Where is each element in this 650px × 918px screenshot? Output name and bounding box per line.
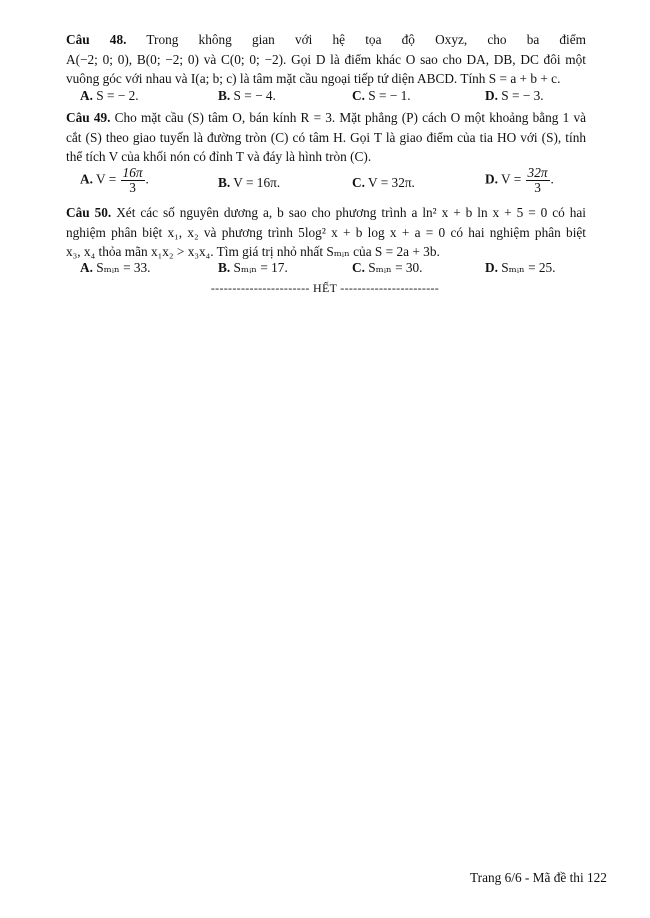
q49-option-c: C. V = 32π. [352,175,415,190]
question-48-label: Câu 48. [66,32,127,47]
fraction: $\frac{16\pi}{3}$ [122,165,143,195]
question-48-line-3: vuông góc với nhau và I(a; b; c) là tâm mặt cầu ngoại tiếp tứ diện ABCD. Tính S = a + b + c. [66,71,561,86]
q49-option-d: D. V = $\frac{32\pi}{3}$ . [485,165,554,195]
q50-option-a: A. Sₘᵢₙ = 33. [80,260,151,275]
question-50 [66,203,586,262]
question-48-line-1: Câu 48. Trong không gian với hệ tọa độ Oxyz, cho ba điểm [66,32,586,47]
q50-option-c: C. Sₘᵢₙ = 30. [352,260,423,275]
question-48-line-2: A(−2; 0; 0), B(0; −2; 0) và C(0; 0; −2). Gọi D là điểm khác O sao cho DA, DB, DC đôi một [66,51,586,67]
question-50-options [80,260,600,280]
q48-option-d: D. S = − 3. [485,88,544,103]
question-50-line-2: nghiệm phân biệt x₁, x₂ và phương trình 5log² x + b log x + a = 0 có hai nghiệm phân biệt [66,224,586,240]
question-48 [66,30,586,89]
end-marker: ----------------------- HẾT ----------------------- [210,281,440,295]
question-48-options [80,88,600,108]
question-49-line-2: cắt (S) theo giao tuyến là đường tròn (C) có tâm H. Gọi T là giao điểm của tia HO với (S), tính [66,129,586,145]
q50-option-d: D. Sₘᵢₙ = 25. [485,260,556,275]
q48-option-c: C. S = − 1. [352,88,411,103]
question-49-label: Câu 49. [66,110,111,125]
question-49 [66,108,586,167]
q49-option-a: A. V = $\frac{16\pi}{3}$ . [80,165,149,195]
q49-option-b: B. V = 16π. [218,175,281,190]
question-50-line-3: x₃, x₄ thỏa mãn x₁x₂ > x₃x₄. Tìm giá trị nhỏ nhất Sₘᵢₙ của S = 2a + 3b. [66,244,440,259]
q48-option-b: B. S = − 4. [218,88,276,103]
question-49-line-3: thể tích V của khối nón có đỉnh T và đáy là hình tròn (C). [66,149,372,164]
question-49-options [80,166,600,200]
question-50-label: Câu 50. [66,205,112,220]
question-50-line-1: Câu 50. Xét các số nguyên dương a, b sao cho phương trình a ln² x + b ln x + 5 = 0 có hai [66,205,586,220]
fraction: $\frac{32\pi}{3}$ [527,165,548,195]
q50-option-b: B. Sₘᵢₙ = 17. [218,260,288,275]
question-49-line-1: Câu 49. Cho mặt cầu (S) tâm O, bán kính R = 3. Mặt phẳng (P) cách O một khoảng bằng 1 và [66,110,587,125]
q48-option-a: A. S = − 2. [80,88,139,103]
page-footer: Trang 6/6 - Mã đề thi 122 [470,870,607,885]
